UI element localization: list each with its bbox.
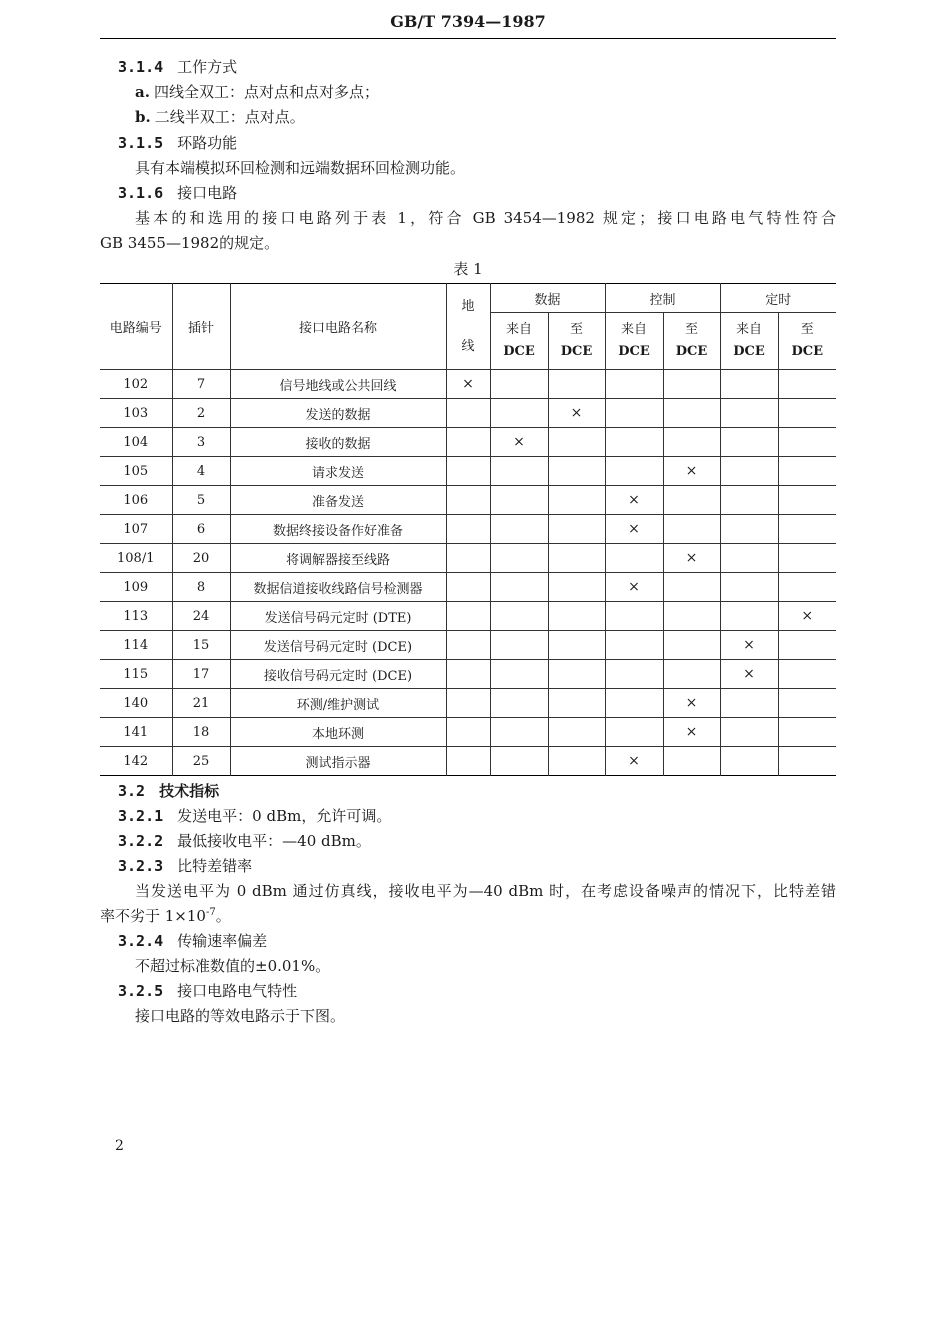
cell-time-to [778,515,836,544]
list-text: 四线全双工：点对点和点对多点； [153,83,379,101]
cell-time-to [778,631,836,660]
section-title: 技术指标 [159,782,220,800]
cell-no: 114 [100,631,172,660]
cell-ctrl-from: × [605,515,663,544]
section-number: 3.2 [118,782,146,800]
cell-data-to [548,573,605,602]
cell-name: 数据终接设备作好准备 [230,515,446,544]
cell-ctrl-to [663,428,720,457]
cell-pin: 17 [172,660,230,689]
section-3-2-5-body: 接口电路的等效电路示于下图。 [135,1007,346,1025]
cell-name: 测试指示器 [230,747,446,776]
cell-time-from [720,689,778,718]
cell-ctrl-to: × [663,718,720,747]
col-header-circuit-no: 电路编号 [100,284,172,370]
section-3-2-4-body: 不超过标准数值的±0.01%。 [135,957,331,975]
cell-data-to [548,602,605,631]
cell-ctrl-to [663,399,720,428]
cell-data-from [490,747,548,776]
section-title: 环路功能 [177,134,238,152]
to-label: 至 [570,322,584,337]
table-row [100,602,836,631]
interface-circuit-table [100,283,836,776]
section-number: 3.2.2 [118,832,164,850]
cell-data-to [548,689,605,718]
cell-ctrl-from [605,457,663,486]
section-3-1-5-body: 具有本端模拟环回检测和远端数据环回检测功能。 [135,159,466,177]
col-header-control: 控制 [605,284,720,313]
cell-data-to: × [548,399,605,428]
dce-label: DCE [560,344,593,359]
cell-pin: 7 [172,370,230,399]
cell-ctrl-from [605,631,663,660]
section-3-1-6-heading [118,183,237,203]
cell-data-to [548,544,605,573]
from-label: 来自 [736,322,763,337]
section-number: 3.2.5 [118,982,164,1000]
cell-ctrl-to [663,486,720,515]
table-row [100,747,836,776]
cell-name: 信号地线或公共回线 [230,370,446,399]
table-row [100,573,836,602]
cell-ctrl-from: × [605,747,663,776]
cell-time-from [720,515,778,544]
sub-header-control-to [663,313,720,370]
cell-data-from [490,486,548,515]
cell-no: 113 [100,602,172,631]
cell-ctrl-from [605,718,663,747]
cell-pin: 4 [172,457,230,486]
section-text: 发送电平：0 dBm，允许可调。 [177,807,392,825]
section-3-2-3-heading [118,856,252,876]
cell-data-to [548,370,605,399]
section-3-2-1 [118,806,391,826]
page-header: GB/T 7394—1987 [100,8,836,39]
section-3-2-5-heading [118,981,297,1001]
cell-time-to [778,457,836,486]
cell-time-from: × [720,631,778,660]
cell-pin: 25 [172,747,230,776]
cell-ground [446,428,490,457]
cell-no: 141 [100,718,172,747]
cell-no: 105 [100,457,172,486]
sub-header-data-to [548,313,605,370]
table-row [100,689,836,718]
sub-header-timing-from [720,313,778,370]
cell-pin: 20 [172,544,230,573]
cell-time-to [778,689,836,718]
table-caption: 表 1 [453,260,483,278]
cell-time-to [778,718,836,747]
cell-name: 环测/维护测试 [230,689,446,718]
section-title: 接口电路 [177,184,238,202]
cell-ground [446,515,490,544]
cell-name: 接收的数据 [230,428,446,457]
cell-time-from [720,399,778,428]
cell-name: 数据信道接收线路信号检测器 [230,573,446,602]
cell-pin: 5 [172,486,230,515]
cell-no: 104 [100,428,172,457]
cell-ctrl-from [605,399,663,428]
from-label: 来自 [505,322,532,337]
cell-ctrl-to [663,660,720,689]
section-3-1-6-body-line1: 基本的和选用的接口电路列于表 1，符合 GB 3454—1982 规定；接口电路电气特性符合 [135,209,836,227]
cell-ground [446,631,490,660]
cell-time-to [778,573,836,602]
cell-pin: 3 [172,428,230,457]
table-row [100,515,836,544]
cell-ctrl-from [605,660,663,689]
section-title: 比特差错率 [177,857,253,875]
cell-ctrl-to: × [663,689,720,718]
cell-name: 本地环测 [230,718,446,747]
cell-ground [446,573,490,602]
cell-ground [446,602,490,631]
cell-ctrl-from: × [605,486,663,515]
cell-time-from [720,428,778,457]
dce-label: DCE [733,344,765,359]
section-text: 最低接收电平：—40 dBm。 [177,832,371,850]
cell-time-from [720,573,778,602]
col-header-timing: 定时 [720,284,836,313]
list-text: 二线半双工：点对点。 [154,108,305,126]
cell-data-from [490,399,548,428]
cell-data-to [548,486,605,515]
cell-ctrl-to: × [663,544,720,573]
cell-name: 发送信号码元定时 (DCE) [230,631,446,660]
cell-time-to [778,747,836,776]
cell-time-from [720,747,778,776]
cell-data-to [548,428,605,457]
cell-ctrl-to [663,515,720,544]
cell-ctrl-from: × [605,573,663,602]
cell-ground [446,718,490,747]
cell-no: 103 [100,399,172,428]
table-row [100,631,836,660]
section-3-2-3-body-line2 [100,906,231,926]
cell-pin: 18 [172,718,230,747]
table-row [100,486,836,515]
col-header-data: 数据 [490,284,605,313]
cell-time-to [778,428,836,457]
section-number: 3.2.3 [118,857,164,875]
cell-time-from [720,370,778,399]
cell-data-to [548,718,605,747]
section-number: 3.1.6 [118,184,164,202]
cell-no: 106 [100,486,172,515]
dce-label: DCE [675,344,708,359]
col-header-ground [446,284,490,370]
cell-no: 107 [100,515,172,544]
cell-time-to [778,370,836,399]
cell-name: 将调解器接至线路 [230,544,446,573]
cell-data-to [548,457,605,486]
cell-ground [446,747,490,776]
cell-ctrl-to [663,370,720,399]
cell-pin: 15 [172,631,230,660]
cell-name: 发送的数据 [230,399,446,428]
cell-data-from [490,660,548,689]
cell-no: 115 [100,660,172,689]
cell-data-from [490,631,548,660]
cell-time-to [778,486,836,515]
cell-ground [446,544,490,573]
page-number: 2 [115,1138,124,1154]
section-number: 3.2.1 [118,807,164,825]
cell-time-to [778,399,836,428]
cell-ctrl-from [605,544,663,573]
cell-time-from [720,457,778,486]
cell-time-from [720,486,778,515]
cell-time-to [778,660,836,689]
cell-ctrl-from [605,602,663,631]
section-3-1-6-body-line2: GB 3455—1982的规定。 [100,234,280,252]
section-title: 传输速率偏差 [177,932,268,950]
cell-time-from [720,718,778,747]
ground-top: 地 [461,298,475,314]
cell-ctrl-from [605,370,663,399]
cell-data-from [490,573,548,602]
list-item-b [135,107,305,127]
table-row [100,660,836,689]
cell-name: 请求发送 [230,457,446,486]
cell-time-from [720,602,778,631]
section-3-2-3-body-line1: 当发送电平为 0 dBm 通过仿真线，接收电平为—40 dBm 时，在考虑设备噪声的情况下，比特差错 [135,882,836,900]
cell-ctrl-to [663,631,720,660]
cell-ctrl-from [605,689,663,718]
ber-exponent: -7 [205,907,216,918]
cell-ground [446,457,490,486]
cell-data-from [490,718,548,747]
dce-label: DCE [503,344,535,359]
cell-data-from [490,515,548,544]
table-row [100,399,836,428]
cell-data-from [490,370,548,399]
cell-pin: 21 [172,689,230,718]
section-3-2-heading [118,781,219,801]
cell-ctrl-to: × [663,457,720,486]
cell-time-to [778,544,836,573]
cell-name: 接收信号码元定时 (DCE) [230,660,446,689]
cell-ground [446,660,490,689]
to-label: 至 [685,322,699,337]
cell-pin: 8 [172,573,230,602]
cell-no: 140 [100,689,172,718]
cell-ground [446,399,490,428]
cell-pin: 6 [172,515,230,544]
sub-header-timing-to [778,313,836,370]
section-3-1-5-heading [118,133,237,153]
table-row [100,718,836,747]
cell-data-to [548,631,605,660]
section-number: 3.1.4 [118,58,164,76]
section-number: 3.1.5 [118,134,164,152]
ground-bottom: 线 [461,338,475,354]
cell-ctrl-to [663,602,720,631]
cell-ground: × [446,370,490,399]
cell-data-from [490,602,548,631]
section-3-2-2 [118,831,371,851]
cell-no: 108/1 [100,544,172,573]
cell-time-from [720,544,778,573]
col-header-pin: 插针 [172,284,230,370]
dce-label: DCE [791,344,824,359]
cell-time-from: × [720,660,778,689]
from-label: 来自 [621,322,648,337]
cell-data-from [490,544,548,573]
cell-pin: 24 [172,602,230,631]
cell-name: 发送信号码元定时 (DTE) [230,602,446,631]
cell-ctrl-from [605,428,663,457]
cell-ground [446,486,490,515]
table-row [100,544,836,573]
to-label: 至 [800,322,814,337]
cell-data-to [548,515,605,544]
cell-data-from [490,689,548,718]
cell-no: 102 [100,370,172,399]
table-row [100,370,836,399]
cell-ground [446,689,490,718]
list-label: b. [135,108,151,126]
cell-no: 109 [100,573,172,602]
list-label: a. [135,83,150,101]
list-item-a [135,82,379,102]
cell-ctrl-to [663,573,720,602]
col-header-name: 接口电路名称 [230,284,446,370]
section-3-2-4-heading [118,931,267,951]
cell-ctrl-to [663,747,720,776]
cell-no: 142 [100,747,172,776]
dce-label: DCE [618,344,650,359]
cell-data-to [548,747,605,776]
cell-data-from [490,457,548,486]
cell-pin: 2 [172,399,230,428]
ber-end: 。 [215,907,231,925]
section-title: 接口电路电气特性 [177,982,298,1000]
table-body [100,370,836,776]
section-number: 3.2.4 [118,932,164,950]
table-row [100,457,836,486]
cell-data-from: × [490,428,548,457]
table-row [100,428,836,457]
sub-header-control-from [605,313,663,370]
cell-data-to [548,660,605,689]
ber-text: 率不劣于 1×10 [100,907,206,925]
sub-header-data-from [490,313,548,370]
cell-time-to: × [778,602,836,631]
section-title: 工作方式 [177,58,238,76]
cell-name: 准备发送 [230,486,446,515]
section-3-1-4-heading [118,57,237,77]
